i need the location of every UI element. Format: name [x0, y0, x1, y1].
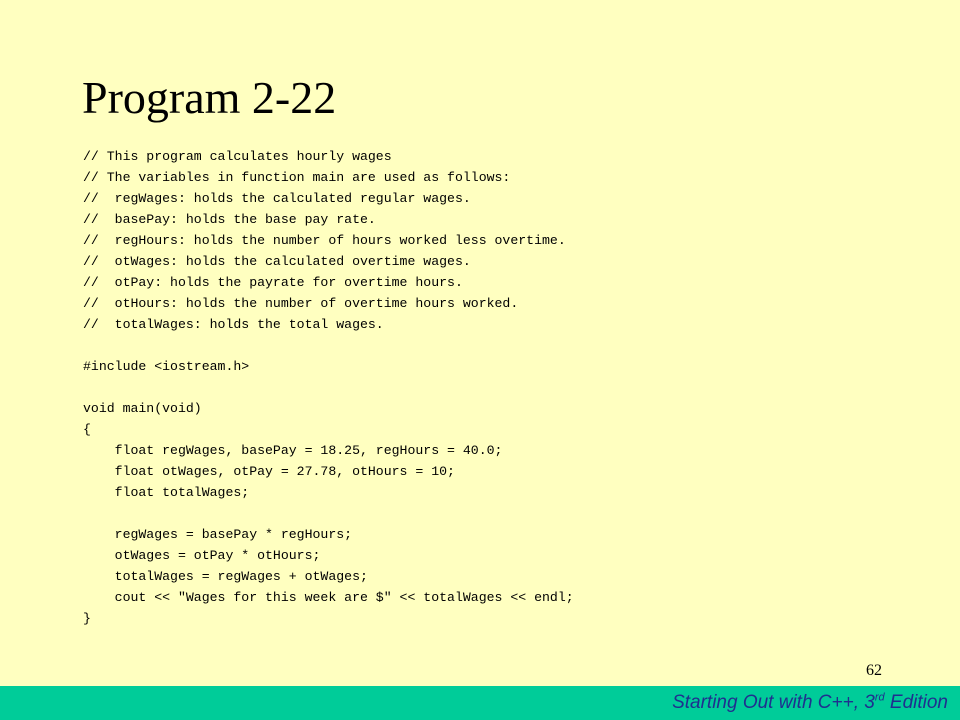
code-line: // regHours: holds the number of hours worked less overtime. — [83, 233, 566, 248]
footer-bar — [0, 686, 960, 720]
code-line: totalWages = regWages + otWages; — [83, 569, 368, 584]
code-line: // This program calculates hourly wages — [83, 149, 392, 164]
code-line: float otWages, otPay = 27.78, otHours = 10; — [83, 464, 455, 479]
code-listing — [83, 146, 574, 629]
code-line: { — [83, 422, 91, 437]
code-line: otWages = otPay * otHours; — [83, 548, 321, 563]
code-line: // totalWages: holds the total wages. — [83, 317, 384, 332]
code-line: #include <iostream.h> — [83, 359, 250, 374]
footer-edition-text: Edition — [884, 692, 948, 713]
footer-book-title — [672, 692, 948, 714]
code-line: float regWages, basePay = 18.25, regHours = 40.0; — [83, 443, 503, 458]
code-line: cout << "Wages for this week are $" << totalWages << endl; — [83, 590, 574, 605]
page-number: 62 — [866, 662, 882, 679]
code-line: } — [83, 611, 91, 626]
footer-edition-superscript: rd — [874, 691, 885, 704]
code-line-blank — [83, 335, 574, 356]
code-line: regWages = basePay * regHours; — [83, 527, 353, 542]
slide-title: Program 2-22 — [82, 72, 337, 123]
code-line-blank — [83, 503, 574, 524]
code-line: // basePay: holds the base pay rate. — [83, 212, 376, 227]
code-line-blank — [83, 377, 574, 398]
code-line: void main(void) — [83, 401, 202, 416]
code-line: // The variables in function main are used as follows: — [83, 170, 511, 185]
code-line: // regWages: holds the calculated regular wages. — [83, 191, 471, 206]
footer-title-text: Starting Out with C++, 3 — [672, 692, 875, 713]
code-line: float totalWages; — [83, 485, 250, 500]
code-line: // otHours: holds the number of overtime hours worked. — [83, 296, 519, 311]
code-line: // otPay: holds the payrate for overtime hours. — [83, 275, 463, 290]
code-line: // otWages: holds the calculated overtime wages. — [83, 254, 471, 269]
